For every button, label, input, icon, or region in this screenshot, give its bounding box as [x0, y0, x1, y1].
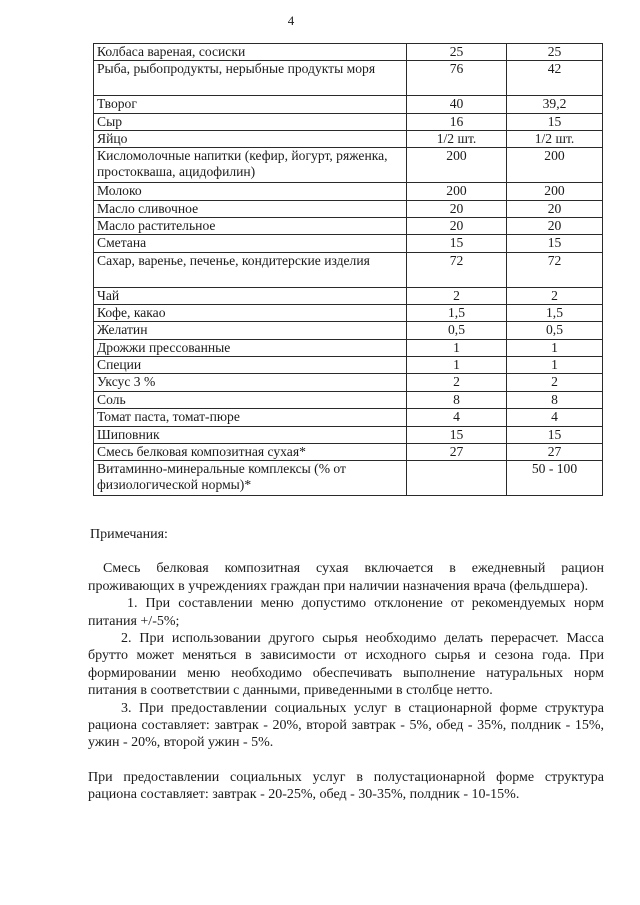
table-row [94, 235, 603, 252]
notes-section [88, 526, 604, 804]
value-col-2-cell: 20 [507, 200, 603, 217]
value-col-1-cell [407, 461, 507, 496]
product-name-cell: Кофе, какао [94, 304, 407, 321]
value-col-2-cell: 200 [507, 183, 603, 200]
product-name-cell: Колбаса вареная, сосиски [94, 44, 407, 61]
table-row [94, 200, 603, 217]
table-row [94, 96, 603, 113]
product-name-cell: Томат паста, томат-пюре [94, 409, 407, 426]
value-col-1-cell: 1,5 [407, 304, 507, 321]
value-col-2-cell: 8 [507, 391, 603, 408]
product-name-cell: Масло растительное [94, 217, 407, 234]
table-row [94, 409, 603, 426]
product-name-cell: Соль [94, 391, 407, 408]
product-name-cell: Желатин [94, 322, 407, 339]
value-col-1-cell: 1/2 шт. [407, 130, 507, 147]
table-row [94, 339, 603, 356]
note-semi-inpatient-structure: При предоставлении социальных услуг в полустационарной форме структура рациона составляет: завтрак - 20-25%, обед - 30-35%, полдник - 10-15%. [88, 769, 604, 803]
value-col-2-cell: 42 [507, 61, 603, 96]
food-norms-table [93, 43, 603, 496]
note-protein-mix: Смесь белковая композитная сухая включается в ежедневный рацион проживающих в учреждениях граждан при наличии назначения врача (фельдшера). [88, 561, 604, 594]
value-col-2-cell: 39,2 [507, 96, 603, 113]
value-col-2-cell: 1 [507, 357, 603, 374]
product-name-cell: Молоко [94, 183, 407, 200]
value-col-1-cell: 16 [407, 113, 507, 130]
value-col-2-cell: 1 [507, 339, 603, 356]
value-col-1-cell: 0,5 [407, 322, 507, 339]
value-col-1-cell: 2 [407, 374, 507, 391]
value-col-1-cell: 27 [407, 444, 507, 461]
product-name-cell: Сыр [94, 113, 407, 130]
value-col-1-cell: 15 [407, 426, 507, 443]
table-row [94, 287, 603, 304]
food-norms-table-body [94, 44, 603, 496]
table-row [94, 426, 603, 443]
value-col-1-cell: 2 [407, 287, 507, 304]
table-row [94, 357, 603, 374]
page-number: 4 [287, 13, 295, 28]
table-row [94, 444, 603, 461]
value-col-1-cell: 1 [407, 339, 507, 356]
note-1-deviation: 1. При составлении меню допустимо отклонение от рекомендуемых норм питания +/-5%; [88, 596, 604, 629]
value-col-2-cell: 2 [507, 374, 603, 391]
product-name-cell: Кисломолочные напитки (кефир, йогурт, ряженка, простокваша, ацидофилин) [94, 148, 407, 183]
value-col-2-cell: 2 [507, 287, 603, 304]
value-col-2-cell: 4 [507, 409, 603, 426]
product-name-cell: Специи [94, 357, 407, 374]
value-col-1-cell: 1 [407, 357, 507, 374]
value-col-2-cell: 1,5 [507, 304, 603, 321]
value-col-1-cell: 72 [407, 252, 507, 287]
value-col-2-cell: 0,5 [507, 322, 603, 339]
value-col-2-cell: 1/2 шт. [507, 130, 603, 147]
table-row [94, 183, 603, 200]
table-row [94, 130, 603, 147]
value-col-1-cell: 25 [407, 44, 507, 61]
value-col-1-cell: 15 [407, 235, 507, 252]
product-name-cell: Яйцо [94, 130, 407, 147]
table-row [94, 61, 603, 96]
value-col-1-cell: 20 [407, 217, 507, 234]
value-col-2-cell: 15 [507, 426, 603, 443]
table-row [94, 148, 603, 183]
product-name-cell: Сахар, варенье, печенье, кондитерские изделия [94, 252, 407, 287]
note-3-inpatient-structure: 3. При предоставлении социальных услуг в стационарной форме структура рациона составляет: завтрак - 20%, второй завтрак - 5%, обед - 35%, полдник - 15%, ужин - 20%, второй ужин - 5%. [88, 700, 604, 751]
product-name-cell: Витаминно-минеральные комплексы (% от физиологической нормы)* [94, 461, 407, 496]
value-col-2-cell: 15 [507, 235, 603, 252]
table-row [94, 113, 603, 130]
value-col-2-cell: 50 - 100 [507, 461, 603, 496]
product-name-cell: Сметана [94, 235, 407, 252]
value-col-1-cell: 20 [407, 200, 507, 217]
product-name-cell: Творог [94, 96, 407, 113]
value-col-2-cell: 27 [507, 444, 603, 461]
value-col-2-cell: 15 [507, 113, 603, 130]
product-name-cell: Смесь белковая композитная сухая* [94, 444, 407, 461]
table-row [94, 44, 603, 61]
product-name-cell: Чай [94, 287, 407, 304]
value-col-1-cell: 40 [407, 96, 507, 113]
product-name-cell: Масло сливочное [94, 200, 407, 217]
product-name-cell: Рыба, рыбопродукты, нерыбные продукты моря [94, 61, 407, 96]
value-col-1-cell: 76 [407, 61, 507, 96]
product-name-cell: Дрожжи прессованные [94, 339, 407, 356]
product-name-cell: Шиповник [94, 426, 407, 443]
value-col-2-cell: 72 [507, 252, 603, 287]
value-col-1-cell: 200 [407, 183, 507, 200]
value-col-2-cell: 20 [507, 217, 603, 234]
table-row [94, 461, 603, 496]
table-row [94, 322, 603, 339]
table-row [94, 217, 603, 234]
value-col-1-cell: 4 [407, 409, 507, 426]
value-col-1-cell: 200 [407, 148, 507, 183]
table-row [94, 304, 603, 321]
value-col-2-cell: 25 [507, 44, 603, 61]
note-2-recalculation: 2. При использовании другого сырья необходимо делать перерасчет. Масса брутто может меняться в зависимости от исходного сырья и сезона года. При формировании меню необходимо обеспечивать выполнение натуральных норм питания в соответствии с данными, приведенными в столбце нетто. [88, 631, 604, 699]
value-col-2-cell: 200 [507, 148, 603, 183]
table-row [94, 391, 603, 408]
value-col-1-cell: 8 [407, 391, 507, 408]
table-row [94, 252, 603, 287]
product-name-cell: Уксус 3 % [94, 374, 407, 391]
table-row [94, 374, 603, 391]
notes-title: Примечания: [90, 527, 168, 542]
